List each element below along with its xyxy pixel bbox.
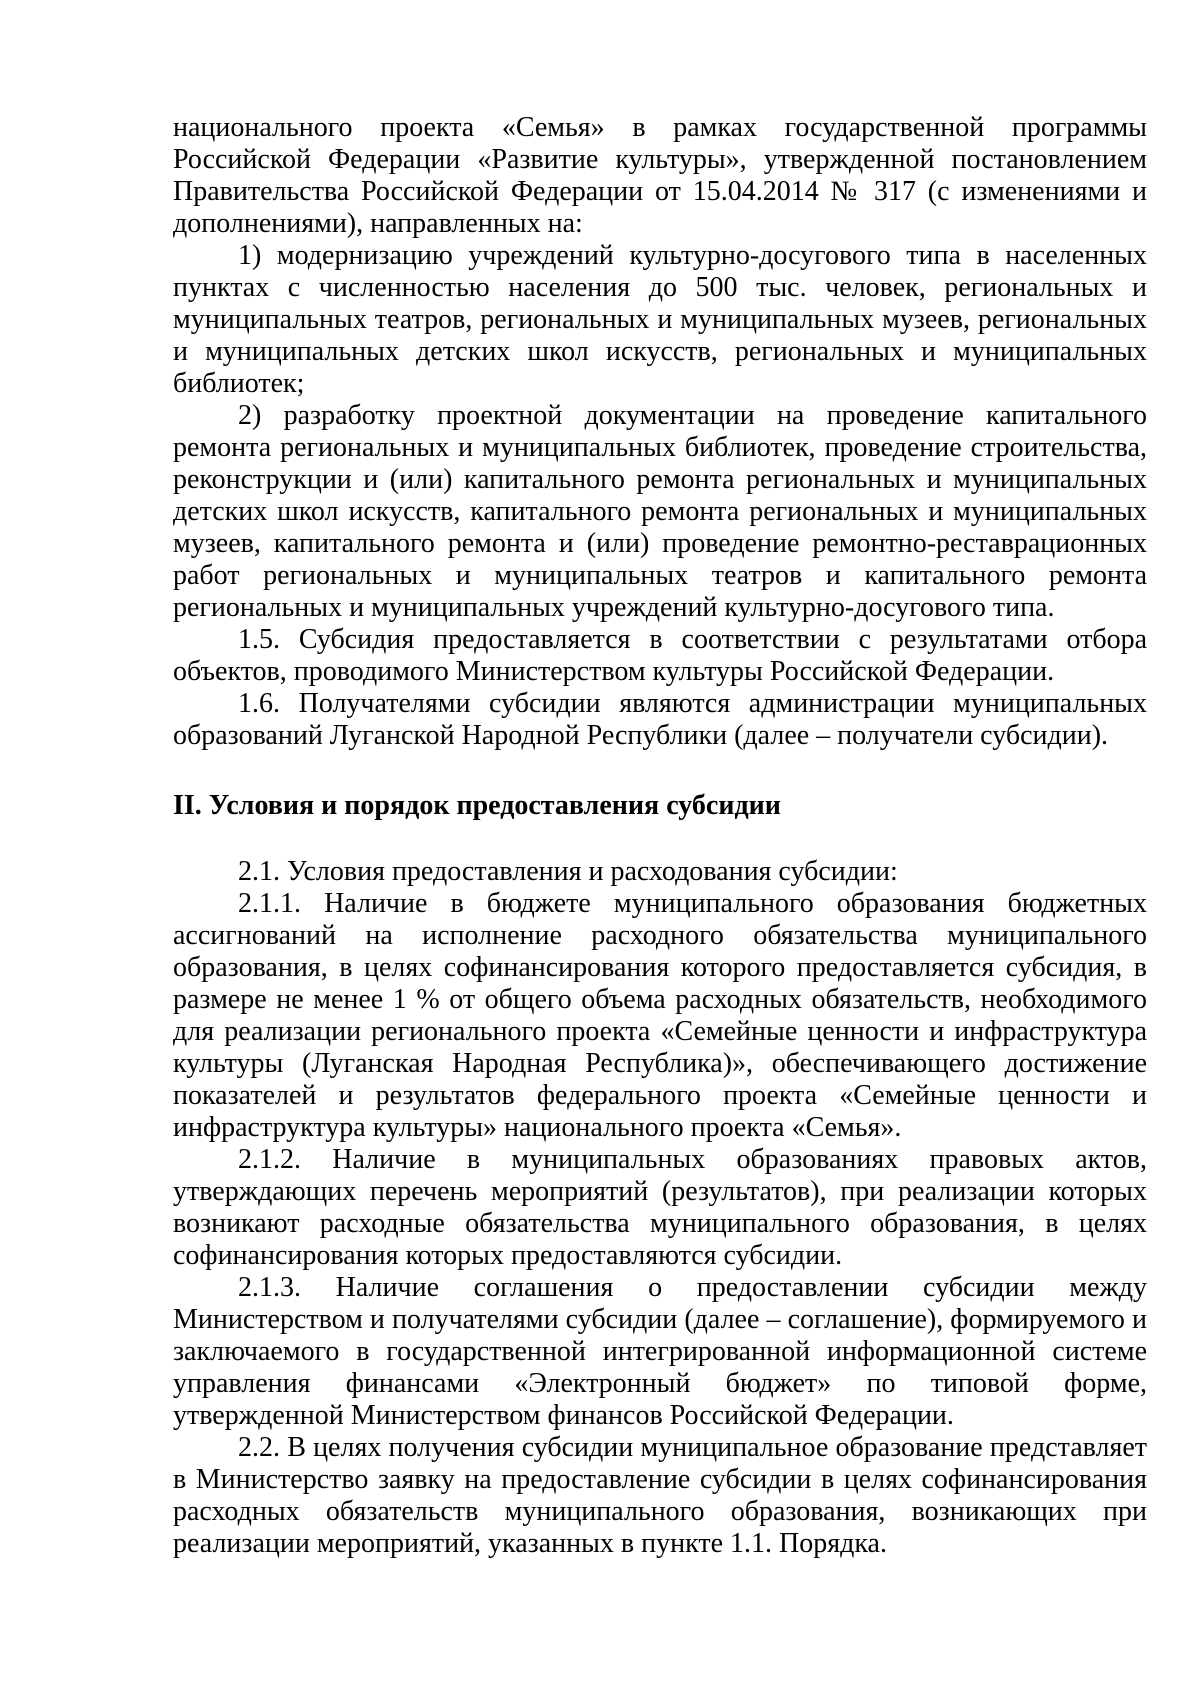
paragraph-2-1-1: 2.1.1. Наличие в бюджете муниципального образования бюджетных ассигнований на исполнение расходного обязательства муниципального образования, в целях софинансирования которого предоставляется субсидия, в размере не менее 1 % от общего объема расходных обязательств, необходимого для реализации регионального проекта «Семейные ценности и инфраструктура культуры (Луганская Народная Республика)», обеспечивающего достижение показателей и результатов федерального проекта «Семейные ценности и инфраструктура культуры» национального проекта «Семья». xyxy=(173,888,1147,1143)
paragraph-item-2: 2) разработку проектной документации на проведение капитального ремонта региональных и муниципальных библиотек, проведение строительства, реконструкции и (или) капитального ремонта региональных и муниципальных детских школ искусств, капитального ремонта региональных и муниципальных музеев, капитального ремонта и (или) проведение ремонтно-реставрационных работ региональных и муниципальных театров и капитального ремонта региональных и муниципальных учреждений культурно-досугового типа. xyxy=(173,400,1147,623)
paragraph-2-1-3: 2.1.3. Наличие соглашения о предоставлении субсидии между Министерством и получателями субсидии (далее – соглашение), формируемого и заключаемого в государственной интегрированной информационной системе управления финансами «Электронный бюджет» по типовой форме, утвержденной Министерством финансов Российской Федерации. xyxy=(173,1272,1147,1431)
paragraph-2-1: 2.1. Условия предоставления и расходования субсидии: xyxy=(238,856,898,887)
paragraph-1-5: 1.5. Субсидия предоставляется в соответствии с результатами отбора объектов, проводимого Министерством культуры Российской Федерации. xyxy=(173,624,1147,687)
section-heading: II. Условия и порядок предоставления субсидии xyxy=(173,790,781,821)
paragraph-2-1-2: 2.1.2. Наличие в муниципальных образованиях правовых актов, утверждающих перечень мероприятий (результатов), при реализации которых возникают расходные обязательства муниципального образования, в целях софинансирования которых предоставляются субсидии. xyxy=(173,1144,1147,1271)
document-page xyxy=(173,112,1147,1560)
paragraph-continuation: национального проекта «Семья» в рамках государственной программы Российской Федерации «Развитие культуры», утвержденной постановлением Правительства Российской Федерации от 15.04.2014 № 317 (с изменениями и дополнениями), направленных на: xyxy=(173,112,1147,239)
paragraph-item-1: 1) модернизацию учреждений культурно-досугового типа в населенных пунктах с численностью населения до 500 тыс. человек, региональных и муниципальных театров, региональных и муниципальных музеев, региональных и муниципальных детских школ искусств, региональных и муниципальных библиотек; xyxy=(173,240,1147,399)
paragraph-2-2: 2.2. В целях получения субсидии муниципальное образование представляет в Министерство заявку на предоставление субсидии в целях софинансирования расходных обязательств муниципального образования, возникающих при реализации мероприятий, указанных в пункте 1.1. Порядка. xyxy=(173,1432,1147,1559)
paragraph-1-6: 1.6. Получателями субсидии являются администрации муниципальных образований Луганской Народной Республики (далее – получатели субсидии). xyxy=(173,688,1147,751)
